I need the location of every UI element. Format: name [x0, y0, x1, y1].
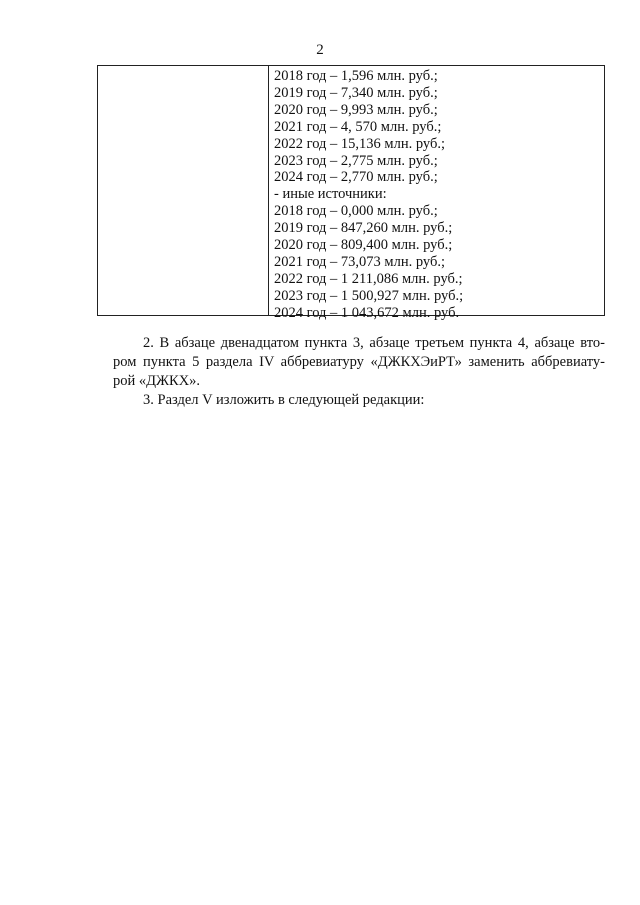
financing-line: 2018 год – 1,596 млн. руб.; [274, 68, 438, 84]
financing-line: 2024 год – 2,770 млн. руб.; [274, 169, 438, 186]
financing-table [97, 65, 605, 321]
financing-line: 2019 год – 7,340 млн. руб.; [274, 84, 438, 101]
paragraph-2-line-2: ром пункта 5 раздела IV аббревиатуру «ДЖКХЭиРТ» заменить аббревиату- [113, 354, 605, 370]
financing-line: 2019 год – 847,260 млн. руб.; [274, 220, 453, 237]
financing-line: 2021 год – 4, 570 млн. руб.; [274, 118, 442, 135]
table-value-cell [274, 68, 600, 322]
page-number: 2 [316, 42, 324, 58]
financing-line: 2023 год – 1 500,927 млн. руб.; [274, 287, 464, 304]
financing-line: 2018 год – 0,000 млн. руб.; [274, 203, 438, 220]
financing-line: 2024 год – 1 043,672 млн. руб. [274, 304, 460, 321]
paragraph-3 [143, 391, 635, 410]
paragraph-3-text: 3. Раздел V изложить в следующей редакции: [143, 392, 425, 408]
other-sources-heading: - иные источники: [274, 186, 387, 203]
paragraph-2-line-1: 2. В абзаце двенадцатом пункта 3, абзаце третьем пункта 4, абзаце вто- [143, 335, 605, 351]
financing-line: 2022 год – 15,136 млн. руб.; [274, 135, 445, 152]
financing-line: 2020 год – 9,993 млн. руб.; [274, 101, 438, 118]
paragraph-2-line-3: рой «ДЖКХ». [113, 373, 201, 389]
financing-line: 2022 год – 1 211,086 млн. руб.; [274, 270, 463, 287]
table-label-cell [98, 66, 269, 315]
financing-line: 2023 год – 2,775 млн. руб.; [274, 152, 438, 169]
financing-line: 2020 год – 809,400 млн. руб.; [274, 237, 453, 254]
financing-line: 2021 год – 73,073 млн. руб.; [274, 253, 445, 270]
paragraph-2 [113, 334, 605, 391]
